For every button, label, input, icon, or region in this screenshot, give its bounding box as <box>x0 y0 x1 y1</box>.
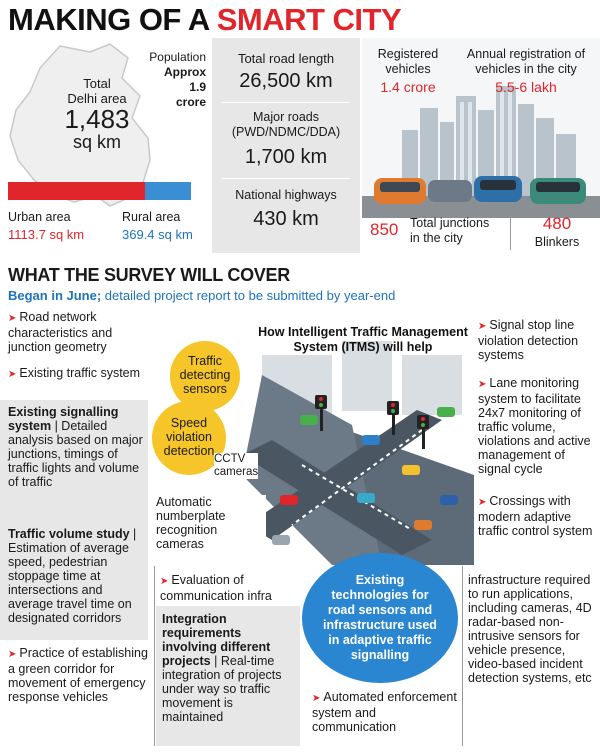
total-area-label-2: Delhi area <box>67 91 127 106</box>
volume-text: | Estimation of average speed, pedestrian stoppage time at intersections and average travel time on designated corridors <box>8 527 137 625</box>
survey-heading: WHAT THE SURVEY WILL COVER <box>8 265 290 285</box>
subheading-rest: detailed project report to be submitted by year-end <box>101 288 396 303</box>
urban-area-bar <box>8 182 145 200</box>
existing-tech-circle <box>302 553 458 683</box>
registered-label-1: Registered <box>377 47 439 61</box>
vehicles-panel <box>362 38 600 253</box>
total-area-unit: sq km <box>72 132 121 152</box>
automated-enforcement-item: ➤ Automated enforcement system and communication <box>312 690 462 734</box>
junctions-label <box>410 216 489 246</box>
annual-registration-value: 5.5-6 lakh <box>495 79 557 95</box>
itms-title-1: How Intelligent Traffic Management <box>258 325 468 339</box>
survey-subheading <box>8 288 395 303</box>
began-in-june: Began in June; <box>8 288 102 303</box>
traffic-volume-item <box>8 527 146 625</box>
total-area-value: 1,483 <box>64 104 130 134</box>
signalling-bold: Existing signalling system <box>8 405 119 433</box>
green-corridor-item: ➤ Practice of establishing a green corridor for movement of emergency response vehicles <box>8 646 148 704</box>
major-roads-label <box>212 110 360 140</box>
roads-divider-1 <box>222 102 350 103</box>
anpr-label <box>156 495 266 551</box>
urban-value: 1113.7 sq km <box>8 227 85 242</box>
rural-value: 369.4 sq km <box>122 227 193 242</box>
anpr-line-1: Automatic <box>156 495 212 509</box>
annual-registration-label <box>452 47 600 77</box>
highway-label: National highways <box>235 188 337 202</box>
annual-label-1: Annual registration of <box>466 47 586 61</box>
sensor1-line-1: Traffic <box>187 354 223 368</box>
annual-label-2: vehicles in the city <box>475 62 577 76</box>
anpr-line-3: recognition <box>156 523 218 537</box>
anpr-line-4: cameras <box>156 537 204 551</box>
signal-stop-item: ➤ Signal stop line violation detection systems <box>478 318 598 362</box>
page-title <box>8 2 401 38</box>
total-road-value: 26,500 km <box>239 70 333 92</box>
lane-monitoring-item: ➤ Lane monitoring system to facilitate 24x7 monitoring of traffic volume, violations and active management of signal cycle <box>478 376 598 476</box>
cctv-label <box>214 453 258 479</box>
registered-label <box>368 47 448 77</box>
roads-panel <box>212 38 360 253</box>
evaluation-item: ➤ Evaluation of communication infra <box>160 573 290 603</box>
anpr-line-2: numberplate <box>156 509 226 523</box>
cctv-line-1: CCTV <box>214 453 246 465</box>
population-line-4: crore <box>175 95 206 109</box>
itms-title <box>252 325 474 355</box>
urban-label: Urban area <box>8 210 71 224</box>
registered-label-2: vehicles <box>385 62 431 76</box>
bottom-divider-right <box>462 566 463 746</box>
blinkers-value: 480 <box>542 214 572 233</box>
itms-title-2: System (ITMS) will help <box>293 340 433 354</box>
sensor2-line-3: detection <box>163 444 215 458</box>
junctions-value: 850 <box>370 220 399 239</box>
junctions-label-2: in the city <box>410 231 463 245</box>
existing-traffic-item: ➤ Existing traffic system <box>8 366 148 382</box>
title-part-1: MAKING OF A <box>8 2 217 37</box>
title-part-2: SMART CITY <box>216 2 402 37</box>
cctv-line-2: cameras <box>214 466 259 478</box>
total-area-label-1: Total <box>83 76 111 91</box>
major-roads-label-1: Major roads <box>253 110 319 124</box>
major-roads-label-2: (PWD/NDMC/DDA) <box>231 125 341 139</box>
volume-bold: Traffic volume study <box>8 527 130 541</box>
area-split-bar <box>8 182 191 200</box>
delhi-map-panel <box>0 38 206 253</box>
total-road-label: Total road length <box>237 51 335 66</box>
junctions-label-1: Total junctions <box>410 216 490 230</box>
highway-value: 430 km <box>253 208 319 230</box>
junction-blinker-divider <box>510 216 511 250</box>
sensor2-line-1: Speed <box>170 416 208 430</box>
sensor1-line-3: sensors <box>183 382 227 396</box>
signalling-item <box>8 405 146 489</box>
crossings-item: ➤ Crossings with modern adaptive traffic control system <box>478 494 598 538</box>
registered-value: 1.4 crore <box>380 79 436 95</box>
sensor2-line-2: violation <box>166 430 212 444</box>
integration-item <box>162 612 296 724</box>
traffic-sensor-bubble <box>170 341 240 411</box>
population-line-2: Approx <box>164 65 206 79</box>
population-block <box>130 50 206 110</box>
population-label: Population <box>149 50 206 64</box>
blinkers-label: Blinkers <box>534 235 580 249</box>
sensor1-line-2: detecting <box>179 368 231 382</box>
population-line-3: 1.9 <box>189 80 206 94</box>
road-network-item: ➤ Road network characteristics and junction geometry <box>8 310 148 354</box>
integration-text: | Real-time integration of projects under way so traffic movement is maintained <box>162 654 282 724</box>
rural-label: Rural area <box>122 210 181 224</box>
total-area-label <box>58 76 136 106</box>
itms-illustration <box>152 315 474 565</box>
signalling-text: | Detailed analysis based on major junctions, timings of traffic lights and volume of traffic <box>8 419 143 489</box>
existing-tech-text: Existing technologies for road sensors and infrastructure used in adaptive traffic signalling <box>323 573 437 662</box>
major-roads-value: 1,700 km <box>244 146 328 168</box>
roads-divider-2 <box>222 178 350 179</box>
infrastructure-item: infrastructure required to run applications, including cameras, 4D radar-based non-intrusive sensors for vehicle presence, video-based incident detection systems, etc <box>468 573 592 685</box>
integration-bold: Integration requirements involving different projects <box>162 612 271 668</box>
bottom-divider-left <box>154 566 155 746</box>
